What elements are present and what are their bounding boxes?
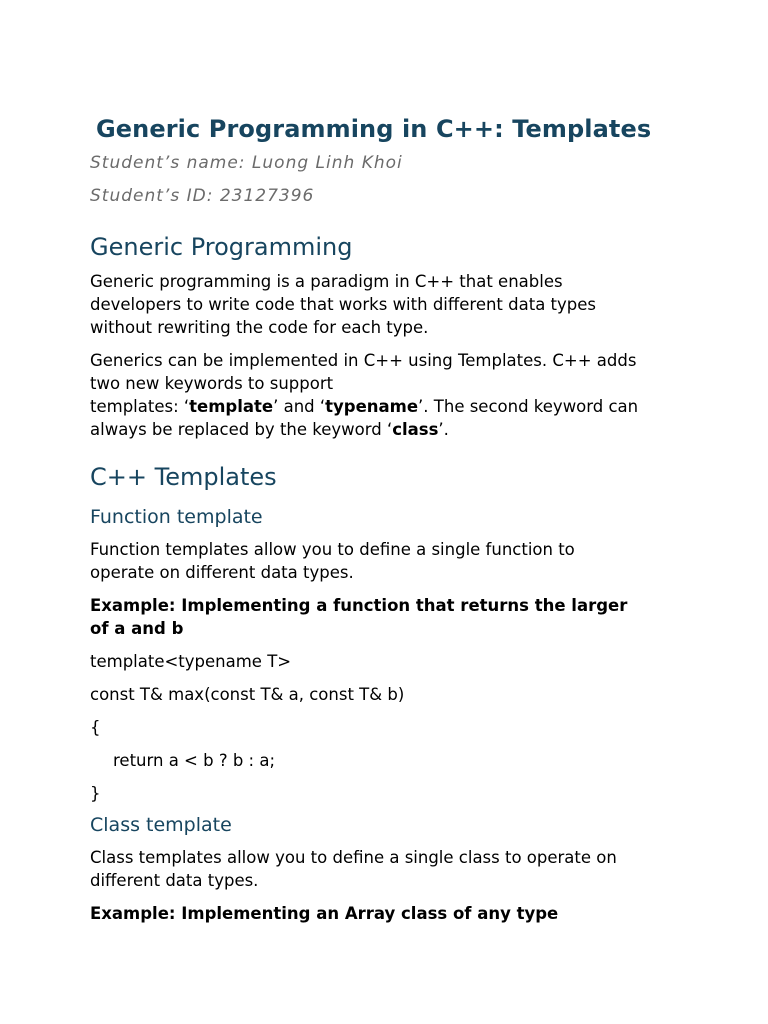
- heading-class-template: Class template: [90, 814, 232, 836]
- text-fragment: templates: ‘: [90, 397, 190, 416]
- paragraph-line: without rewriting the code for each type.: [90, 318, 429, 337]
- code-line: }: [90, 784, 101, 803]
- paragraph-line: two new keywords to support: [90, 374, 334, 393]
- document-title: Generic Programming in C++: Templates: [96, 115, 652, 143]
- text-fragment: ’.: [438, 420, 449, 439]
- example-line: Example: Implementing a function that returns the larger: [90, 596, 628, 615]
- keyword-class: class: [392, 420, 439, 439]
- example-class-template: Example: Implementing an Array class of any type: [90, 904, 559, 923]
- heading-function-template: Function template: [90, 506, 263, 528]
- student-id: Student’s ID: 23127396: [90, 186, 315, 206]
- paragraph-line: Generics can be implemented in C++ using Templates. C++ adds: [90, 351, 637, 370]
- paragraph-line: Generic programming is a paradigm in C++ that enables: [90, 272, 563, 291]
- code-line: {: [90, 718, 101, 737]
- paragraph-line: different data types.: [90, 871, 259, 890]
- keyword-typename: typename: [325, 397, 419, 416]
- paragraph-line: [90, 418, 449, 441]
- keyword-template: template: [189, 397, 274, 416]
- heading-generic-programming: Generic Programming: [90, 233, 353, 261]
- code-line: return a < b ? b : a;: [113, 751, 276, 770]
- paragraph-line: operate on different data types.: [90, 563, 354, 582]
- student-name: Student’s name: Luong Linh Khoi: [90, 153, 403, 173]
- paragraph-line: developers to write code that works with different data types: [90, 295, 597, 314]
- text-fragment: ’. The second keyword can: [418, 397, 639, 416]
- heading-cpp-templates: C++ Templates: [90, 463, 277, 491]
- paragraph-line: Function templates allow you to define a single function to: [90, 540, 575, 559]
- paragraph-line: Class templates allow you to define a single class to operate on: [90, 848, 617, 867]
- code-line: const T& max(const T& a, const T& b): [90, 685, 405, 704]
- paragraph-line: [90, 395, 638, 418]
- text-fragment: ’ and ‘: [273, 397, 326, 416]
- example-line: of a and b: [90, 619, 184, 638]
- text-fragment: always be replaced by the keyword ‘: [90, 420, 393, 439]
- code-line: template<typename T>: [90, 652, 292, 671]
